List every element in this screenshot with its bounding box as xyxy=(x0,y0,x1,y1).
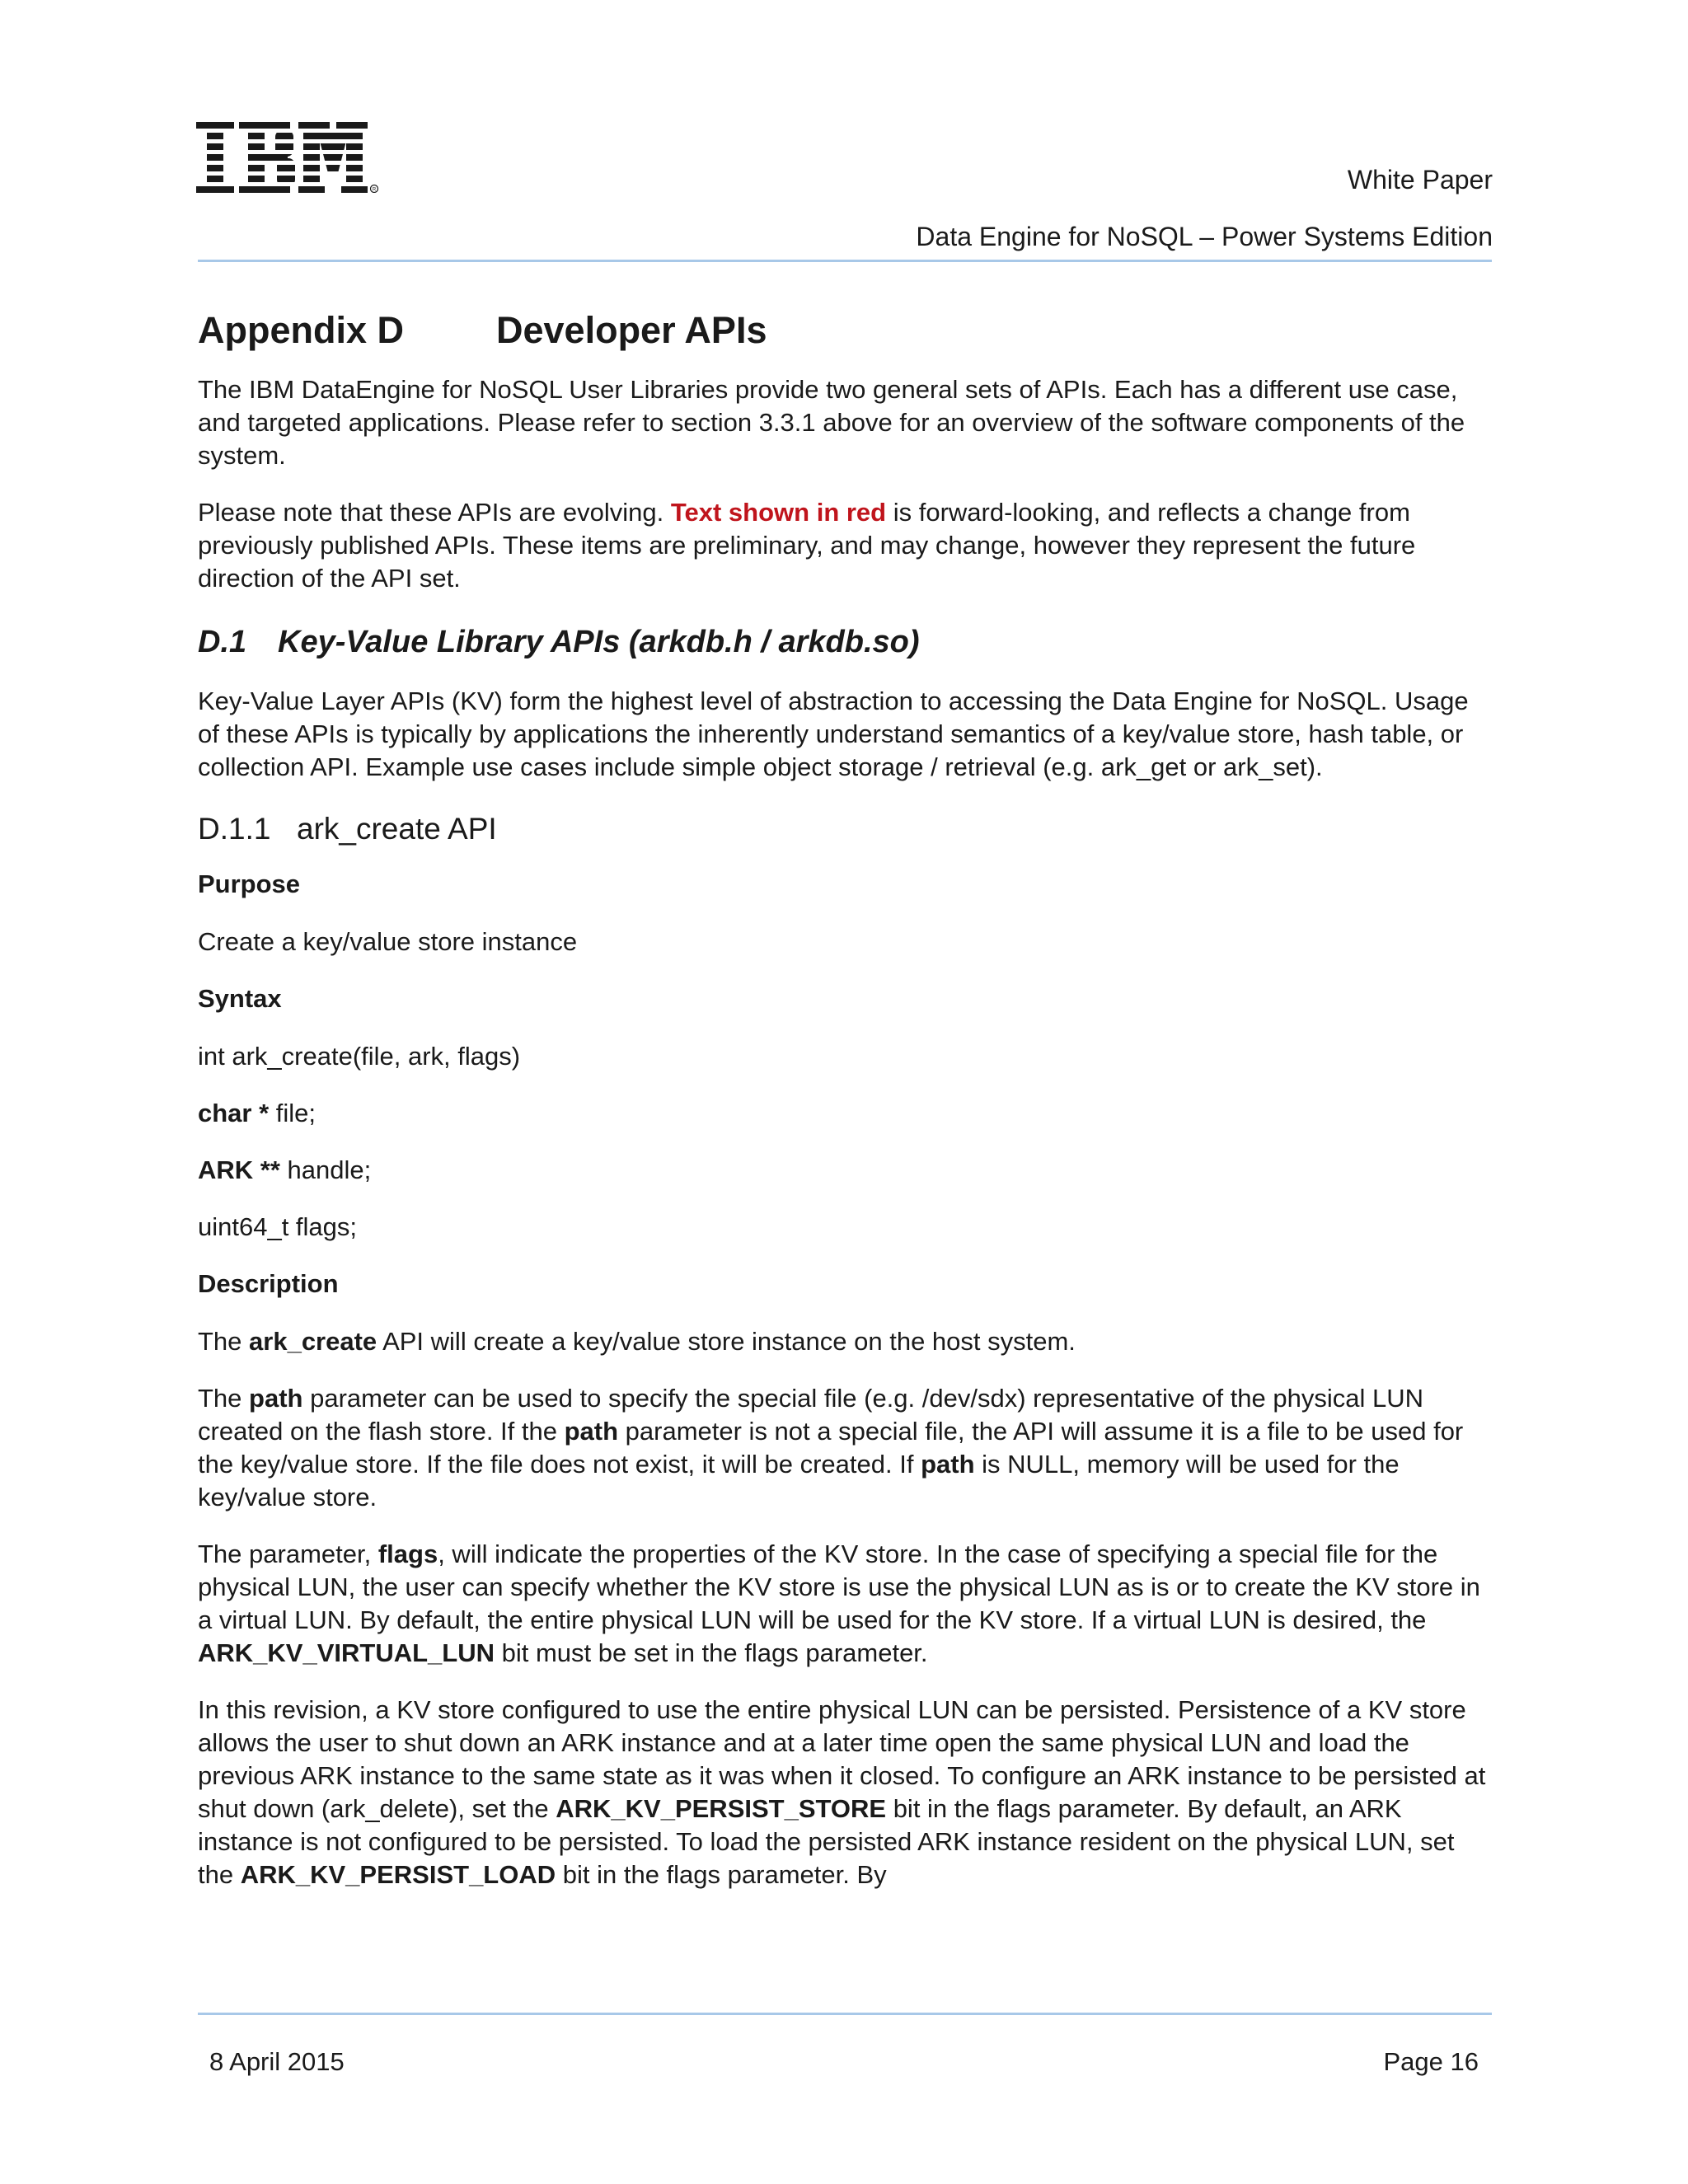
text: , will indicate the properties of the KV store. In the case of specifying a special file for the physical LUN, the user can specify whether the KV store is use the physical LUN as is or to create the KV store in a virtual LUN. By default, the entire physical LUN will be used for the KV store. If a virtual LUN is desired, the xyxy=(198,1540,1480,1634)
section-d1-body: Key-Value Layer APIs (KV) form the highest level of abstraction to accessing the Data Engine for NoSQL. Usage of these APIs is typically by applications the inherently understand semantics of a key/value store, hash table, or collection API. Example use cases include simple object storage / retrieval (e.g. ark_get or ark_set). xyxy=(198,687,1469,781)
param-name: handle; xyxy=(279,1155,372,1184)
svg-text:R: R xyxy=(372,187,377,193)
description-label: Description xyxy=(198,1269,339,1298)
param-keyword: flags xyxy=(377,1540,438,1568)
param-name: file; xyxy=(269,1099,316,1127)
text: bit in the flags parameter. By xyxy=(556,1860,887,1889)
footer-page-number: Page 16 xyxy=(1383,2047,1479,2076)
description-paragraph-3 xyxy=(198,1538,1492,1670)
text: The parameter, xyxy=(198,1540,378,1568)
text: bit must be set in the flags parameter. xyxy=(494,1638,928,1667)
appendix-title: Developer APIs xyxy=(496,309,767,351)
purpose-text: Create a key/value store instance xyxy=(198,927,578,956)
appendix-heading xyxy=(198,309,1492,352)
section-d1-heading xyxy=(198,625,1492,660)
param-type: ARK ** xyxy=(198,1155,280,1184)
syntax-param-flags: uint64_t flags; xyxy=(198,1212,358,1241)
text: bit in the flags parameter. By default, an ARK instance is not configured to be persisted. To load the persisted ARK instance resident on the physical LUN, set the xyxy=(198,1794,1455,1889)
section-d11-number: D.1.1 xyxy=(198,812,271,846)
syntax-label: Syntax xyxy=(198,984,282,1013)
section-d11-heading xyxy=(198,812,1492,846)
text: In this revision, a KV store configured to use the entire physical LUN can be persisted. Persistence of a KV store allows the user to shut down an ARK instance and at a later time open the same physical LUN and load the previous ARK instance to the same state as it was when it closed. To configure an ARK instance to be persisted at shut down (ark_delete), set the xyxy=(198,1695,1486,1823)
note-text: Please note that these APIs are evolving. xyxy=(198,498,671,527)
param-type: char * xyxy=(198,1099,270,1127)
syntax-param-handle xyxy=(198,1154,1492,1187)
ibm-logo xyxy=(196,122,379,193)
red-text-notice: Text shown in red xyxy=(670,498,887,527)
syntax-param-file xyxy=(198,1097,1492,1130)
flag-constant: ARK_KV_PERSIST_STORE xyxy=(556,1794,887,1823)
text: parameter is not a special file, the API will assume it is a file to be used for the key/value store. If the file does not exist, it will be created. If xyxy=(198,1417,1464,1479)
appendix-number: Appendix D xyxy=(198,309,405,351)
description-paragraph-2 xyxy=(198,1382,1492,1514)
header-doc-title: Data Engine for NoSQL – Power Systems Edition xyxy=(916,222,1493,251)
text: parameter can be used to specify the special file (e.g. /dev/sdx) representative of the physical LUN created on the flash store. If the xyxy=(198,1384,1424,1446)
description-paragraph-1 xyxy=(198,1325,1492,1358)
section-d1-number: D.1 xyxy=(198,625,247,659)
note-text-continued: is forward-looking, and reflects a change from previously published APIs. These items are preliminary, and may change, however they represent the future direction of the API set. xyxy=(198,498,1416,593)
param-keyword: path xyxy=(249,1384,303,1413)
text: is NULL, memory will be used for the key/value store. xyxy=(198,1450,1400,1511)
note-paragraph xyxy=(198,496,1492,595)
footer-date: 8 April 2015 xyxy=(209,2047,345,2076)
api-name: ark_create xyxy=(249,1327,377,1356)
main-content xyxy=(198,309,1492,1915)
text: API will create a key/value store instance on the host system. xyxy=(377,1327,1076,1356)
flag-constant: ARK_KV_PERSIST_LOAD xyxy=(240,1860,556,1889)
header-divider xyxy=(198,260,1492,262)
footer-divider xyxy=(198,2013,1492,2015)
section-d1-title: Key-Value Library APIs (arkdb.h / arkdb.so) xyxy=(278,625,920,659)
description-paragraph-4 xyxy=(198,1694,1492,1891)
purpose-label: Purpose xyxy=(198,869,301,898)
syntax-signature: int ark_create(file, ark, flags) xyxy=(198,1042,521,1071)
param-keyword: path xyxy=(564,1417,619,1446)
flag-constant: ARK_KV_VIRTUAL_LUN xyxy=(198,1638,495,1667)
text: The xyxy=(198,1384,250,1413)
intro-paragraph: The IBM DataEngine for NoSQL User Libraries provide two general sets of APIs. Each has a different use case, and targeted applications. Please refer to section 3.3.1 above for an overview of the software components of the system. xyxy=(198,375,1465,470)
header-doc-type: White Paper xyxy=(1347,165,1493,194)
section-d11-title: ark_create API xyxy=(297,812,497,846)
text: The xyxy=(198,1327,250,1356)
param-keyword: path xyxy=(921,1450,975,1479)
